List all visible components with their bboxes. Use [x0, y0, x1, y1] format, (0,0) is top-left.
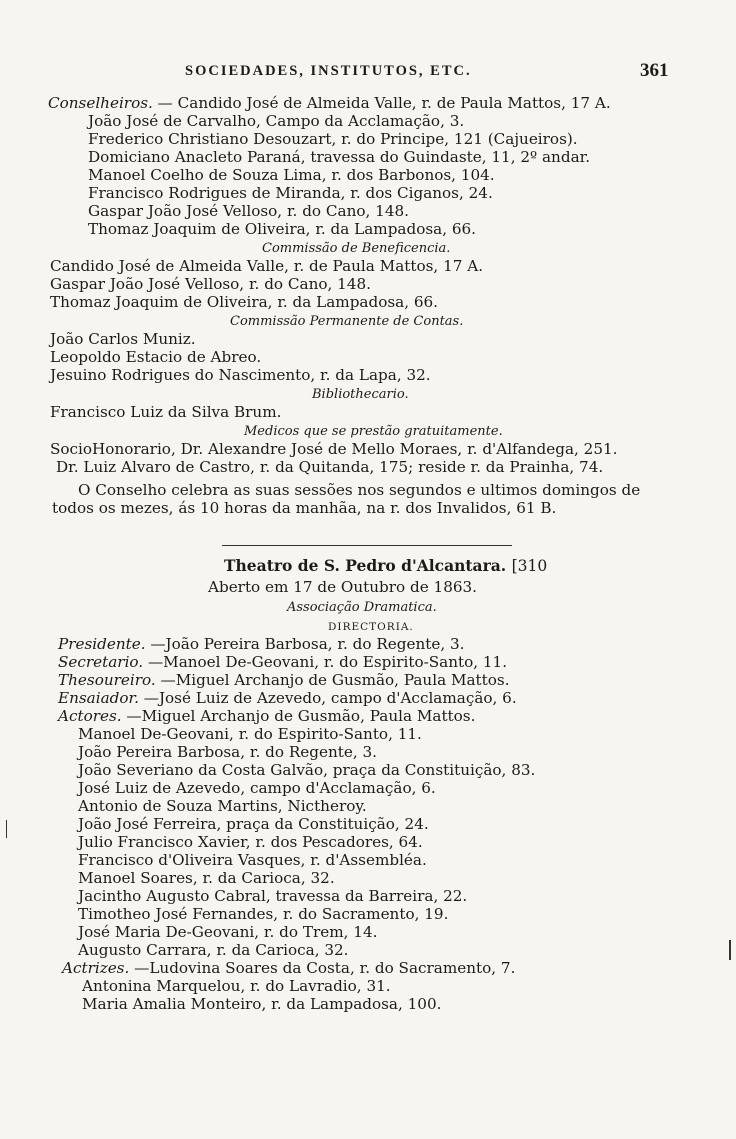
- page-number: 361: [640, 60, 669, 81]
- theatre-title: Theatro de S. Pedro d'Alcantara.: [224, 556, 507, 575]
- contas-entry: Leopoldo Estacio de Abreo.: [50, 348, 262, 366]
- actrizes-first-line: [62, 959, 515, 977]
- actor-entry: Manoel Soares, r. da Carioca, 32.: [78, 869, 335, 887]
- theatre-directoria: DIRECTORIA.: [328, 621, 414, 633]
- theatre-title-line: [224, 557, 547, 575]
- actor-entry: Francisco d'Oliveira Vasques, r. d'Assembléa.: [78, 851, 427, 869]
- section-heading-contas: Commissão Permanente de Contas.: [230, 314, 464, 329]
- actor-entry: José Maria De-Geovani, r. do Trem, 14.: [78, 923, 378, 941]
- actrizes-first: —Ludovina Soares da Costa, r. do Sacramento, 7.: [134, 959, 516, 977]
- conselheiro-entry: Domiciano Anacleto Paraná, travessa do Guindaste, 11, 2º andar.: [88, 148, 591, 166]
- actor-entry: Antonio de Souza Martins, Nictheroy.: [78, 797, 367, 815]
- actor-entry: João Pereira Barbosa, r. do Regente, 3.: [78, 743, 377, 761]
- actor-entry: Timotheo José Fernandes, r. do Sacramento, 19.: [78, 905, 449, 923]
- scan-mark: [6, 820, 7, 838]
- officer-row: [58, 653, 507, 671]
- actor-entry: Julio Francisco Xavier, r. dos Pescadores, 64.: [78, 833, 423, 851]
- officer-row: [58, 707, 475, 725]
- officer-text: —João Pereira Barbosa, r. do Regente, 3.: [150, 635, 465, 653]
- beneficencia-entry: Candido José de Almeida Valle, r. de Paula Mattos, 17 A.: [50, 257, 484, 275]
- running-header: [0, 60, 736, 86]
- conselheiros-label: Conselheiros.: [48, 94, 153, 112]
- officer-row: [58, 671, 510, 689]
- officer-text: —Miguel Archanjo de Gusmão, Paula Mattos.: [160, 671, 510, 689]
- section-divider: [222, 545, 512, 546]
- officer-row: [58, 635, 465, 653]
- officer-role: Actores.: [58, 707, 122, 725]
- contas-entry: Jesuino Rodrigues do Nascimento, r. da Lapa, 32.: [50, 366, 431, 384]
- actor-entry: Manoel De-Geovani, r. do Espirito-Santo, 11.: [78, 725, 422, 743]
- actor-entry: João José Ferreira, praça da Constituição, 24.: [78, 815, 429, 833]
- medico-entry: SocioHonorario, Dr. Alexandre José de Mello Moraes, r. d'Alfandega, 251.: [50, 440, 618, 458]
- section-heading-medicos: Medicos que se prestão gratuitamente.: [244, 424, 503, 439]
- officer-role: Presidente.: [58, 635, 146, 653]
- actor-entry: João Severiano da Costa Galvão, praça da Constituição, 83.: [78, 761, 536, 779]
- conselheiro-entry: Thomaz Joaquim de Oliveira, r. da Lampadosa, 66.: [88, 220, 477, 238]
- scan-mark: [729, 940, 731, 960]
- officer-row: [58, 689, 517, 707]
- officer-text: —Manoel De-Geovani, r. do Espirito-Santo, 11.: [147, 653, 508, 671]
- conselho-note-line2: todos os mezes, ás 10 horas da manhãa, na r. dos Invalidos, 61 B.: [52, 499, 557, 517]
- beneficencia-entry: Gaspar João José Velloso, r. do Cano, 148.: [50, 275, 371, 293]
- bibliothecario-name: Francisco Luiz da Silva Brum.: [50, 403, 282, 421]
- conselheiros-first: — Candido José de Almeida Valle, r. de Paula Mattos, 17 A.: [157, 94, 611, 112]
- conselheiro-entry: Gaspar João José Velloso, r. do Cano, 148.: [88, 202, 409, 220]
- conselho-note-line1: O Conselho celebra as suas sessões nos segundos e ultimos domingos de: [78, 481, 641, 499]
- conselheiro-entry: Francisco Rodrigues de Miranda, r. dos Ciganos, 24.: [88, 184, 493, 202]
- conselheiro-entry: Manoel Coelho de Souza Lima, r. dos Barbonos, 104.: [88, 166, 495, 184]
- actrizes-label: Actrizes.: [62, 959, 130, 977]
- theatre-association: Associação Dramatica.: [287, 600, 437, 615]
- conselheiro-entry: Frederico Christiano Desouzart, r. do Principe, 121 (Cajueiros).: [88, 130, 578, 148]
- section-heading-beneficencia: Commissão de Beneficencia.: [262, 241, 451, 256]
- actor-entry: José Luiz de Azevedo, campo d'Acclamação, 6.: [78, 779, 436, 797]
- theatre-ref: [310: [511, 557, 548, 575]
- officer-role: Ensaiador.: [58, 689, 139, 707]
- officer-role: Thesoureiro.: [58, 671, 156, 689]
- beneficencia-entry: Thomaz Joaquim de Oliveira, r. da Lampadosa, 66.: [50, 293, 439, 311]
- header-title: SOCIEDADES, INSTITUTOS, ETC.: [185, 63, 472, 79]
- conselheiros-first-line: [48, 94, 611, 112]
- actor-entry: Augusto Carrara, r. da Carioca, 32.: [78, 941, 349, 959]
- theatre-opened: Aberto em 17 de Outubro de 1863.: [208, 578, 478, 596]
- actriz-entry: Maria Amalia Monteiro, r. da Lampadosa, 100.: [82, 995, 442, 1013]
- officer-text: —José Luiz de Azevedo, campo d'Acclamação, 6.: [143, 689, 517, 707]
- medico-entry: Dr. Luiz Alvaro de Castro, r. da Quitanda, 175; reside r. da Prainha, 74.: [56, 458, 604, 476]
- officer-text: —Miguel Archanjo de Gusmão, Paula Mattos.: [126, 707, 476, 725]
- conselheiro-entry: João José de Carvalho, Campo da Acclamação, 3.: [88, 112, 465, 130]
- officer-role: Secretario.: [58, 653, 144, 671]
- contas-entry: João Carlos Muniz.: [50, 330, 196, 348]
- section-heading-bibliothecario: Bibliothecario.: [312, 387, 409, 402]
- actor-entry: Jacintho Augusto Cabral, travessa da Barreira, 22.: [78, 887, 468, 905]
- actriz-entry: Antonina Marquelou, r. do Lavradio, 31.: [82, 977, 391, 995]
